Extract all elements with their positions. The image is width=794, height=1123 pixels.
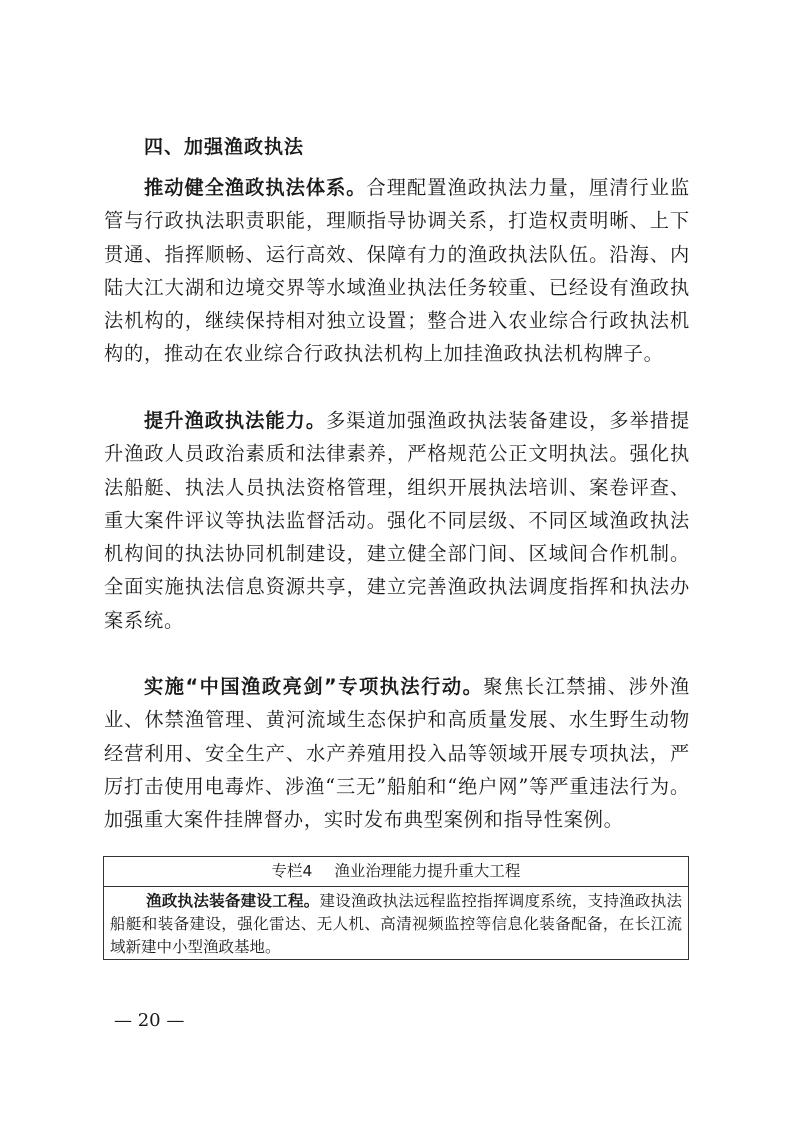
column-box-title-text: 渔业治理能力提升重大工程 xyxy=(334,862,521,880)
paragraph-lead: 推动健全渔政执法体系。 xyxy=(144,176,367,199)
column-box-text: 建设渔政执法远程监控指挥调度系统，支持渔政执法船艇和装备建设，强化雷达、无人机、高清视频监控等信息化装备配备，在长江流域新建中小型渔政基地。 xyxy=(110,892,682,956)
column-box-title xyxy=(104,857,688,887)
column-box-number: 专栏4 xyxy=(271,862,313,880)
paragraph-lead: 提升渔政执法能力。 xyxy=(144,409,327,432)
column-box-lead: 渔政执法装备建设工程。 xyxy=(146,892,320,910)
page-number: — 20 — xyxy=(114,1010,185,1031)
column-box-body xyxy=(104,887,688,959)
column-box xyxy=(103,856,689,960)
paragraph-enforcement-capability xyxy=(104,404,690,637)
paragraph-lead: 实施“中国渔政亮剑”专项执法行动。 xyxy=(144,675,484,698)
paragraph-body: 聚焦长江禁捕、涉外渔业、休禁渔管理、黄河流域生态保护和高质量发展、水生野生动物经营利用、安全生产、水产养殖用投入品等领域开展专项执法，严厉打击使用电毒炸、涉渔“三无”船舶和“绝户网”等严重违法行为。加强重大案件挂牌督办，实时发布典型案例和指导性案例。 xyxy=(104,675,690,832)
paragraph-body: 多渠道加强渔政执法装备建设，多举措提升渔政人员政治素质和法律素养，严格规范公正文明执法。强化执法船艇、执法人员执法资格管理，组织开展执法培训、案卷评查、重大案件评议等执法监督活动。强化不同层级、不同区域渔政执法机构间的执法协同机制建设，建立健全部门间、区域间合作机制。全面实施执法信息资源共享，建立完善渔政执法调度指挥和执法办案系统。 xyxy=(104,409,690,632)
paragraph-body: 合理配置渔政执法力量，厘清行业监管与行政执法职责职能，理顺指导协调关系，打造权责明晰、上下贯通、指挥顺畅、运行高效、保障有力的渔政执法队伍。沿海、内陆大江大湖和边境交界等水域渔业执法任务较重、已经设有渔政执法机构的，继续保持相对独立设置；整合进入农业综合行政执法机构的，推动在农业综合行政执法机构上加挂渔政执法机构牌子。 xyxy=(104,176,690,366)
section-heading: 四、加强渔政执法 xyxy=(144,136,305,158)
paragraph-enforcement-system xyxy=(104,171,690,371)
paragraph-special-action xyxy=(104,670,690,836)
